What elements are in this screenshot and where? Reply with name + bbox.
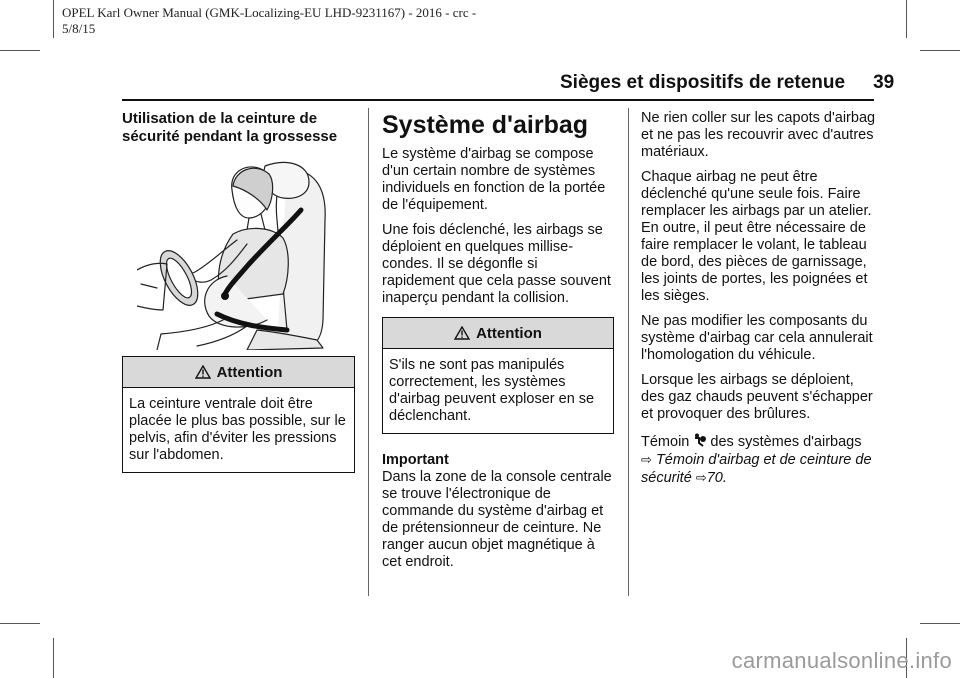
indicator-desc: des systèmes d'airbags <box>710 434 862 450</box>
important-text: Dans la zone de la console centrale se trouve l'électronique de commande du système d'airbag et de prétensionneur de ceinture. Ne ranger aucun objet magnétique à cet endroit. <box>382 469 612 570</box>
cross-reference-arrow-icon: ⇨ <box>641 452 652 467</box>
airbag-heading: Système d'airbag <box>382 111 589 139</box>
paragraph: Ne pas modifier les composants du système d'airbag car cela annulerait l'homologation du véhicule. <box>641 313 873 363</box>
crop-mark <box>0 50 40 51</box>
crop-mark <box>53 638 54 678</box>
indicator-label: Témoin <box>641 434 690 450</box>
attention-title: Attention <box>476 324 542 342</box>
attention-box <box>382 317 614 434</box>
column-divider <box>368 108 369 596</box>
attention-title: Attention <box>216 363 283 381</box>
crop-mark <box>53 0 54 38</box>
cross-reference-paragraph <box>641 433 877 487</box>
header-rule <box>122 99 874 101</box>
cross-reference-link[interactable]: Témoin d'airbag et de ceinture de sécurité <box>641 452 872 486</box>
page-number: 39 <box>873 72 895 93</box>
page-reference[interactable]: 70. <box>706 470 727 486</box>
print-header <box>62 5 522 37</box>
pregnancy-heading: Utilisation de la ceinture de sécurité pendant la grossesse <box>122 110 338 145</box>
running-title <box>560 72 895 94</box>
watermark: carmanualsonline.info <box>731 648 952 673</box>
crop-mark <box>0 623 40 624</box>
section-title: Sièges et dispositifs de retenue <box>560 72 846 93</box>
attention-text: La ceinture ventrale doit être placée le plus bas possible, sur le pelvis, afin d'éviter les pressions sur l'abdomen. <box>129 396 346 463</box>
paragraph: Lorsque les airbags se déploient, des gaz chauds peuvent s'échapper et provoquer des brûlures. <box>641 372 873 422</box>
paragraph: Chaque airbag ne peut être déclenché qu'une seule fois. Faire remplacer les airbags par un atelier. En outre, il peut être nécessaire de faire remplacer le volant, le tableau de bord, des pièces de garnissage, les joints de portes, les poignées et les sièges. <box>641 169 872 304</box>
paragraph: Ne rien coller sur les capots d'airbag et ne pas les recouvrir avec d'autres matériaux. <box>641 110 876 160</box>
airbag-warning-icon <box>693 433 706 448</box>
attention-header <box>123 357 354 388</box>
column-3 <box>641 110 877 495</box>
attention-box <box>122 356 355 473</box>
crop-mark <box>906 0 907 38</box>
print-header-line2: 5/8/15 <box>62 21 96 36</box>
column-1 <box>122 110 355 473</box>
attention-header <box>383 318 613 349</box>
page-reference-arrow-icon: ⇨ <box>695 470 707 485</box>
pregnant-seatbelt-illustration <box>137 160 337 350</box>
important-label: Important <box>382 452 449 468</box>
warning-triangle-icon <box>454 326 470 340</box>
paragraph: Le système d'airbag se compose d'un certain nombre de systèmes individuels en fonction de la portée de l'équipement. <box>382 146 606 213</box>
attention-text: S'ils ne sont pas manipulés correctement, les systèmes d'airbag peuvent exploser en se déclenchant. <box>389 357 595 424</box>
paragraph: Une fois déclenché, les airbags se déploient en quelques millise-condes. Il se dégonfle si rapidement que cela passe souvent inaperçu pendant la collision. <box>382 222 611 306</box>
column-divider <box>628 108 629 596</box>
column-2 <box>382 110 614 579</box>
print-header-line1: OPEL Karl Owner Manual (GMK-Localizing-EU LHD-9231167) - 2016 - crc - <box>62 5 477 20</box>
crop-mark <box>920 623 960 624</box>
crop-mark <box>920 50 960 51</box>
warning-triangle-icon <box>195 365 211 379</box>
